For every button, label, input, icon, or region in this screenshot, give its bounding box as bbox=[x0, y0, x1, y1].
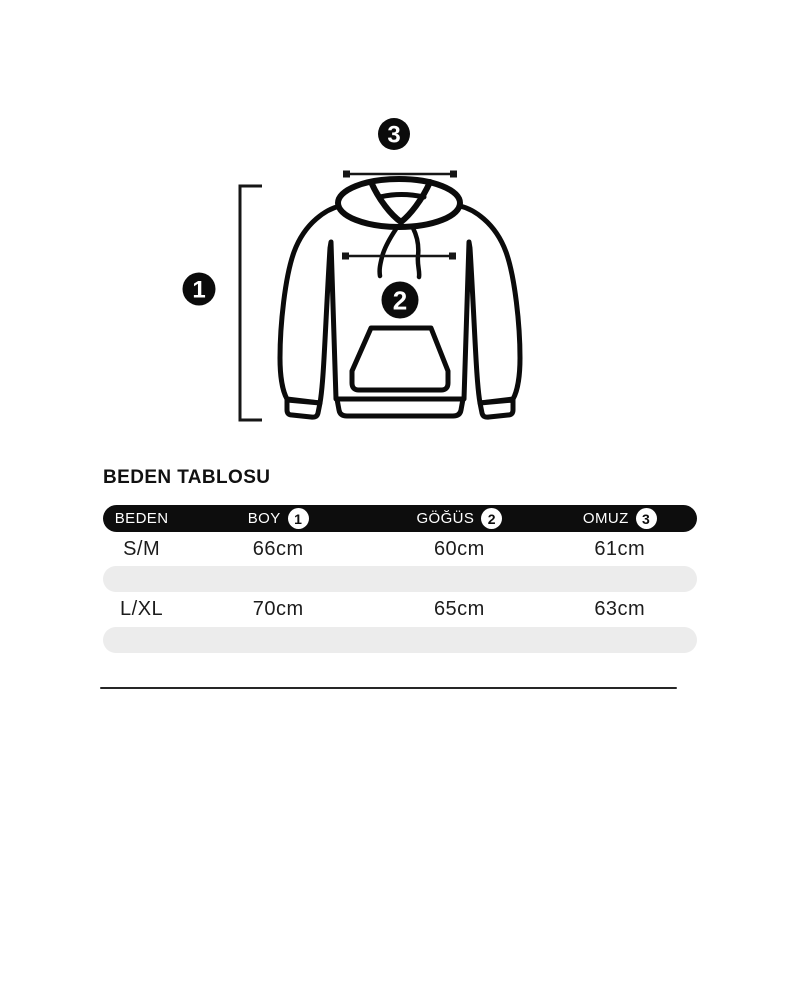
col-label-boy: BOY bbox=[247, 510, 281, 527]
size-chart-title: BEDEN TABLOSU bbox=[103, 467, 271, 488]
size-chart-header-row bbox=[103, 505, 697, 532]
cell-size: S/M bbox=[123, 537, 161, 560]
badge-1-number: 1 bbox=[192, 276, 206, 304]
measure-cap bbox=[450, 171, 457, 178]
cell-boy: 66cm bbox=[252, 537, 304, 560]
measure-cap bbox=[449, 253, 456, 260]
cell-size: L/XL bbox=[120, 598, 164, 620]
col-badge-1: 1 bbox=[288, 508, 309, 529]
col-header-beden bbox=[103, 510, 180, 527]
stripe-row bbox=[103, 627, 697, 653]
hoodie-diagram-svg bbox=[0, 0, 800, 460]
hem-band bbox=[337, 399, 463, 416]
size-chart bbox=[103, 468, 697, 653]
cell-omuz: 61cm bbox=[594, 537, 646, 560]
measure-cap bbox=[343, 171, 350, 178]
badge-2-number: 2 bbox=[392, 285, 408, 316]
col-badge-2: 2 bbox=[481, 508, 502, 529]
col-badge-3: 3 bbox=[636, 508, 657, 529]
col-header-omuz bbox=[543, 508, 697, 529]
badge-3-number: 3 bbox=[387, 121, 401, 149]
col-label-omuz: OMUZ bbox=[582, 510, 629, 527]
col-label-beden: BEDEN bbox=[114, 510, 169, 527]
hood-collar-line bbox=[380, 195, 424, 198]
stripe-row bbox=[103, 566, 697, 592]
cell-omuz: 63cm bbox=[594, 598, 646, 620]
cell-gogus: 65cm bbox=[433, 598, 485, 620]
cell-boy: 70cm bbox=[252, 598, 304, 620]
col-label-gogus: GÖĞÜS bbox=[416, 510, 475, 527]
table-row-sm bbox=[103, 532, 697, 566]
kangaroo-pocket bbox=[352, 328, 448, 390]
hoodie-measurement-diagram bbox=[0, 0, 800, 460]
measure-bracket-length bbox=[240, 186, 262, 420]
bottom-divider-line bbox=[100, 687, 677, 689]
cell-gogus: 60cm bbox=[433, 537, 485, 560]
right-cuff bbox=[480, 400, 513, 417]
measure-cap bbox=[342, 253, 349, 260]
col-header-gogus bbox=[376, 508, 542, 529]
left-cuff bbox=[287, 400, 320, 417]
col-header-boy bbox=[180, 508, 376, 529]
table-row-lxl bbox=[103, 592, 697, 627]
